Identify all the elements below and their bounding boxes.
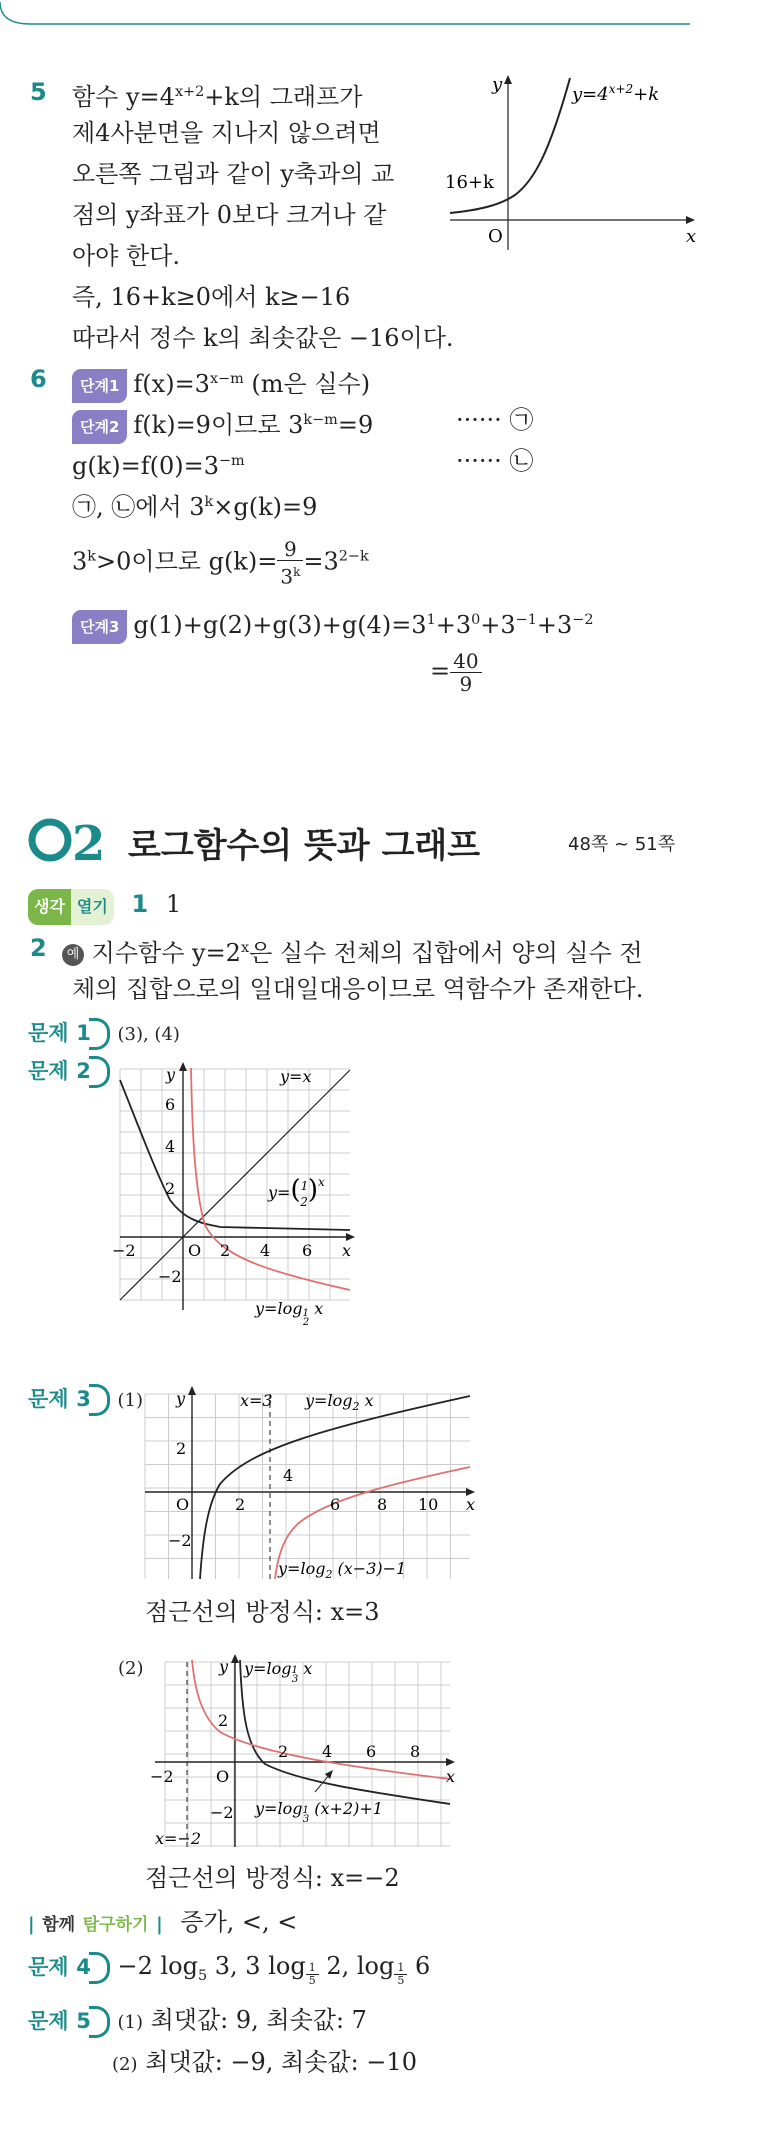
section-number (28, 812, 108, 872)
p5-intercept: 16+k (445, 172, 494, 193)
problem-5-answer-1: 최댓값: 9, 최솟값: 7 (150, 2006, 367, 2034)
g2-ytick: 6 (165, 1095, 176, 1114)
q2-line2: 체의 집합으로의 일대일대응이므로 역함수가 존재한다. (72, 975, 644, 1003)
p5-ylabel: y (492, 74, 503, 95)
p6-line1 (72, 363, 370, 403)
p6-l5c-sup: 2−k (338, 548, 369, 565)
p6-line3 (72, 445, 245, 482)
g3-black-label: $y=\log_2$ x (305, 1391, 374, 1413)
p6-mark1: ······ ㉠ (456, 406, 534, 434)
problem-label: 문제 (28, 1021, 69, 1045)
g2-log-label: y=log1 2 x (255, 1299, 324, 1328)
p6-l3-sup: −m (219, 453, 245, 469)
part-label: (1) (117, 1390, 143, 1411)
section-number-graphic (28, 812, 108, 872)
g2-xlabel: x (342, 1241, 352, 1260)
g4-xtick: 2 (278, 1742, 289, 1761)
g3-origin: O (176, 1495, 190, 1514)
p5-curve-label: $y=4^{x+2}+k$ (572, 82, 660, 105)
problem-3 (28, 1382, 143, 1417)
p6-l4: ㉠, ㉡에서 3 (72, 493, 205, 521)
g4-asym-label: x=−2 (155, 1829, 202, 1848)
problem-number: 5 (30, 78, 47, 106)
g2-xtick: 4 (260, 1241, 271, 1260)
q2-l1: 지수함수 y=2 (91, 939, 241, 967)
g4-xtick: 8 (410, 1742, 421, 1761)
prob3-graph2 (150, 1652, 470, 1852)
part-label: (1) (117, 2012, 143, 2033)
explore-answer: 증가, <, < (180, 1908, 298, 1936)
g4-red-label: y=log1 3 (x+2)+1 (255, 1799, 383, 1825)
g3-red-label: $y=\log_2$ (x−3)−1 (278, 1559, 407, 1581)
explore-label-2: 탐구하기 (82, 1915, 149, 1935)
paren-mark (89, 1018, 110, 1050)
p6-line7 (430, 650, 482, 695)
problem-num: 4 (76, 1955, 91, 1979)
p5-origin: O (488, 226, 503, 247)
p6-l1-sup: x−m (209, 371, 244, 387)
section-title: 로그함수의 뜻과 그래프 (128, 826, 481, 866)
g3-xlabel: x (466, 1495, 476, 1514)
part-label: (2) (112, 2054, 138, 2075)
p6-l1: f(x)=3 (133, 370, 210, 398)
step2-badge: 단계2 (72, 410, 127, 444)
q2-l1-end: 은 실수 전체의 집합에서 양의 실수 전 (249, 939, 643, 967)
p6-l5b: >0이므로 g(k)= (96, 547, 278, 576)
problem-5-answers (28, 2004, 367, 2039)
problem-1 (28, 1016, 180, 1051)
problem-4 (28, 1950, 430, 1992)
problem-6 (30, 363, 47, 395)
problem-number: 6 (30, 365, 47, 393)
prob2-graph (110, 1060, 370, 1328)
g3-ytick: −2 (168, 1531, 192, 1550)
problem-5-line2 (112, 2046, 417, 2081)
p6-l5c: =3 (303, 547, 339, 576)
g3-xtick: 2 (235, 1495, 246, 1514)
step3-badge: 단계3 (72, 610, 127, 644)
g4-xtick: 6 (366, 1742, 377, 1761)
p6-l7-eq: = (430, 657, 451, 685)
p6-result-fraction: $\frac{40}{9}$ (450, 650, 481, 695)
p5-l1-sup: x+2 (174, 84, 205, 100)
p6-l2: f(k)=9이므로 3 (133, 411, 304, 439)
example-mark: 예 (62, 944, 84, 966)
g3-xtick: 10 (418, 1495, 439, 1514)
p6-mark2: ······ ㉡ (456, 447, 534, 475)
p6-l2-sup: k−m (303, 412, 338, 428)
think-num: 1 (131, 890, 149, 918)
q2-num: 2 (30, 934, 47, 962)
g2-line-label: y=x (280, 1067, 312, 1086)
explore-row: | 함께 탐구하기 | 증가, <, < (28, 1908, 298, 1936)
q2 (30, 932, 47, 964)
problem-label: 문제 (28, 2009, 69, 2033)
g2-origin: O (188, 1241, 202, 1260)
paren-mark (89, 1384, 110, 1416)
problem-num: 3 (76, 1387, 91, 1411)
p6-l2-end: =9 (337, 411, 374, 439)
q2-l1-sup: x (240, 940, 250, 956)
p6-l3: g(k)=f(0)=3 (72, 452, 219, 480)
problem-2 (28, 1054, 110, 1088)
p6-l6: g(1)+g(2)+g(3)+g(4)=3 (133, 611, 427, 639)
p5-l1-end: +k의 그래프가 (204, 83, 363, 111)
problem-1-answer: (3), (4) (117, 1024, 180, 1045)
g4-ytick: 2 (218, 1711, 229, 1730)
g4-origin: O (216, 1767, 230, 1786)
g4-ylabel: y (219, 1657, 229, 1676)
p6-frac-num: 9 (277, 538, 303, 561)
problem-num: 1 (76, 1021, 91, 1045)
g2-ytick: −2 (158, 1267, 182, 1286)
p6-line2 (72, 404, 373, 444)
p6-l4-sup: k (204, 494, 214, 510)
g3-tick4: 4 (283, 1466, 294, 1485)
think-badge-1: 생각 (28, 889, 71, 925)
g4-xlabel: x (446, 1767, 456, 1786)
g2-ylabel: y (166, 1065, 176, 1084)
p6-l5a-sup: k (87, 548, 97, 565)
top-rule (0, 0, 764, 30)
paren-mark (89, 1952, 110, 1984)
step1-badge: 단계1 (72, 369, 127, 403)
g4-ytick: −2 (210, 1803, 234, 1822)
p5-xlabel: x (686, 226, 697, 247)
g2-exp-label: y=($^1$ 2)$^x$ (268, 1175, 325, 1209)
g3-xtick: 6 (330, 1495, 341, 1514)
problem-label: 문제 (28, 1387, 69, 1411)
g2-ytick: 2 (165, 1179, 176, 1198)
problem-num: 5 (76, 2009, 91, 2033)
p5-line3: 오른쪽 그림과 같이 y축과의 교 (72, 160, 395, 188)
think-row (28, 888, 181, 925)
q2-line1 (62, 932, 643, 969)
problem-4-answer: −2 $\log_5 3$, 3 log $\frac{1}{5}$ 2, log $\frac{1}{5}$ 6 (117, 1952, 431, 1987)
p6-line5 (72, 538, 369, 588)
explore-label-1: 함께 (42, 1915, 76, 1935)
p6-l4-end: ×g(k)=9 (213, 493, 318, 521)
p5-l1: 함수 y=4 (72, 83, 175, 111)
p5-line2: 제4사분면을 지나지 않으려면 (72, 119, 381, 147)
paren-mark (89, 2006, 110, 2038)
part-2-label: (2) (118, 1658, 144, 1679)
p6-frac-den: 3$^k$ (280, 564, 301, 589)
problem-label: 문제 (28, 1955, 69, 1979)
p6-line4 (72, 486, 317, 523)
p6-l5a: 3 (72, 547, 88, 576)
g2-xtick: 2 (220, 1241, 231, 1260)
g3-asym-label: x=3 (240, 1391, 273, 1410)
p5-line5: 아야 한다. (72, 242, 180, 270)
g3-xtick: 8 (377, 1495, 388, 1514)
p6-line6: 단계3 $g(1)+g(2)+g(3)+g(4)=3^1+3^0+3^{-1}+3^{-2}$ (72, 604, 594, 644)
p6-fraction (277, 538, 303, 588)
think-answer: 1 (165, 890, 182, 918)
problem-5 (30, 76, 47, 108)
prob3-graph1 (140, 1384, 480, 1584)
p6-l1-end: (m은 실수) (243, 370, 371, 398)
asymptote-2: 점근선의 방정식: x=−2 (145, 1864, 400, 1892)
g2-xtick: −2 (112, 1241, 136, 1260)
problem-num: 2 (76, 1059, 91, 1083)
think-badge-2: 열기 (71, 889, 114, 925)
p5-line7: 따라서 정수 k의 최솟값은 −16이다. (72, 324, 454, 352)
g4-xneg: −2 (150, 1767, 174, 1786)
p5-line6: 즉, 16+k≥0에서 k≥−16 (72, 283, 351, 311)
p5-graph (440, 70, 740, 260)
p5-line1 (72, 76, 362, 113)
svg-text:2: 2 (72, 816, 106, 872)
asymptote-1: 점근선의 방정식: x=3 (145, 1598, 380, 1626)
g4-black-label: y=log1 3 x (244, 1659, 313, 1685)
p5-line4: 점의 y좌표가 0보다 크거나 같 (72, 201, 387, 229)
problem-5-answer-2: 최댓값: −9, 최솟값: −10 (145, 2048, 417, 2076)
g3-ytick: 2 (176, 1439, 187, 1458)
g2-xtick: 6 (302, 1241, 313, 1260)
g4-xtick: 4 (322, 1742, 333, 1761)
paren-mark (89, 1056, 110, 1088)
g2-ytick: 4 (165, 1137, 176, 1156)
g3-ylabel: y (176, 1389, 186, 1408)
problem-label: 문제 (28, 1059, 69, 1083)
section-pages: 48쪽 ~ 51쪽 (568, 834, 676, 855)
